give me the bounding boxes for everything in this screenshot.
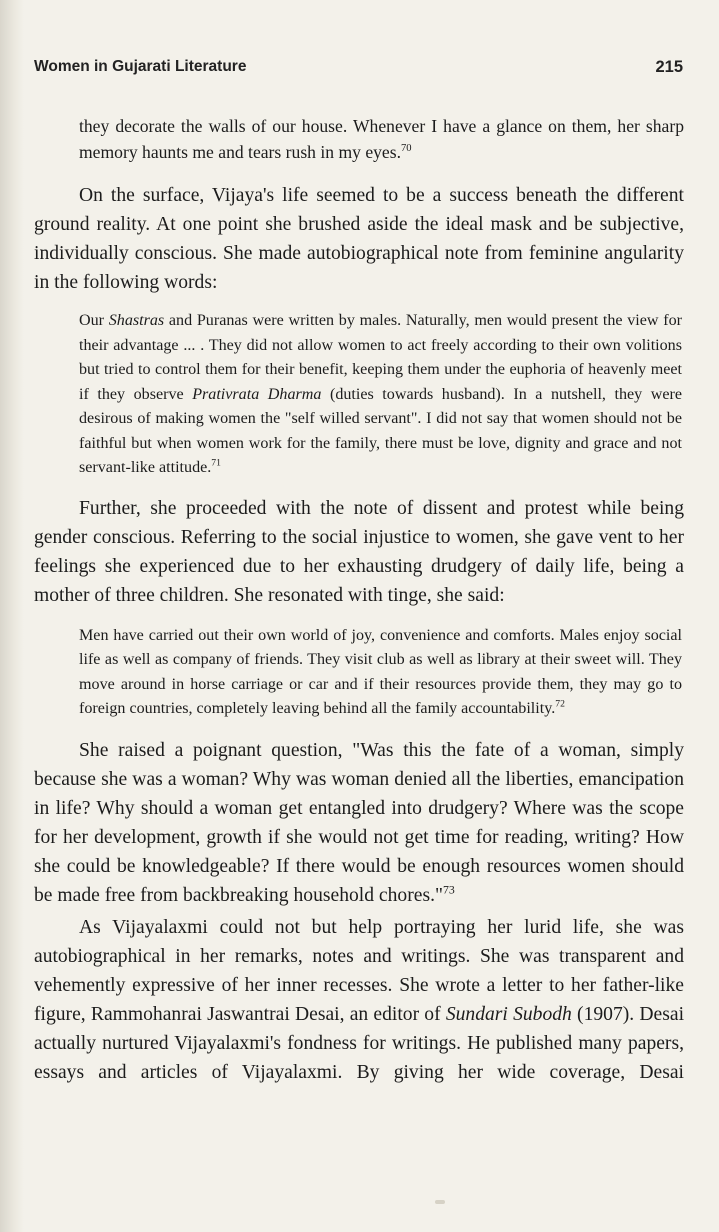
footnote-ref-73: 73 bbox=[442, 882, 455, 896]
continued-quote-paragraph: they decorate the walls of our house. Whenever I have a glance on them, her sharp memory haunts me and tears rush in my eyes.$^{70}$ bbox=[79, 116, 684, 162]
page-speck bbox=[435, 1200, 445, 1204]
block-quote-men: Men have carried out their own world of joy, convenience and comforts. Males enjoy social life as well as company of friends. They visit club as well as library at their sweet will. They move around in horse carriage or car and if their resources provide them, they may go to foreign countries, completely leaving behind all the family accountability.$^{72}$ bbox=[79, 626, 682, 717]
term-shastras: Shastras bbox=[108, 312, 165, 329]
title-sundari-subodh: Sundari Subodh bbox=[445, 1003, 572, 1025]
running-header-title: Women in Gujarati Literature bbox=[34, 58, 247, 75]
footnote-ref-70: 70 bbox=[401, 143, 412, 155]
body-paragraph-surface: On the surface, Vijaya's life seemed to be a success beneath the different ground reality. At one point she brushed aside the ideal mask and be subjective, individually conscious. She made autobiographical note from feminine angularity in the following words: bbox=[34, 185, 684, 293]
footnote-ref-72: 72 bbox=[555, 698, 565, 710]
block-quote-shastras: Our Shastras and Puranas were written by males. Naturally, men would present the view for their advantage ... . They did not allow women to act freely according to their own volitions but tried to control them for their benefit, keeping them under the euphoria of heavenly meet if they observe Prativrata Dharma (duties towards husband). In a nutshell, they were desirous of making women the "self willed servant". I did not say that women should not be faithful but when women work for the family, there must be love, dignity and grace and not servant-like attitude.$^{71}$ bbox=[79, 312, 682, 476]
running-header bbox=[34, 58, 683, 82]
body-paragraph-vijayalaxmi: As Vijayalaxmi could not but help portraying her lurid life, she was autobiographical in her remarks, notes and writings. She was transparent and vehemently expressive of her inner recesses. She wrote a letter to her father-like figure, Rammohanrai Jaswantrai Desai, an editor of Sundari Subodh (1907). Desai actually nurtured Vijayalaxmi's fondness for writings. He published many papers, essays and articles of Vijayalaxmi. By giving her wide coverage, Desai bbox=[34, 916, 685, 1083]
page-body bbox=[34, 113, 684, 1087]
body-paragraph-dissent: Further, she proceeded with the note of dissent and protest while being gender conscious. Referring to the social injustice to women, she gave vent to her feelings she experienced due to her exhausting drudgery of daily life, being a mother of three children. She resonated with tinge, she said: bbox=[34, 497, 684, 606]
body-paragraph-question: She raised a poignant question, "Was this the fate of a woman, simply because she was a woman? Why was woman denied all the liberties, emancipation in life? Why should a woman get entangled into drudgery? Where was the scope for her development, growth if she would not get time for reading, writing? How she could be knowledgeable? If there would be enough resources women should be made free from backbreaking household chores."$^{73}$ bbox=[34, 739, 684, 906]
footnote-ref-71: 71 bbox=[211, 457, 221, 469]
page-number: 215 bbox=[655, 58, 683, 76]
page-gutter-shadow bbox=[0, 0, 24, 1232]
term-prativrata-dharma: Prativrata Dharma bbox=[192, 385, 322, 403]
